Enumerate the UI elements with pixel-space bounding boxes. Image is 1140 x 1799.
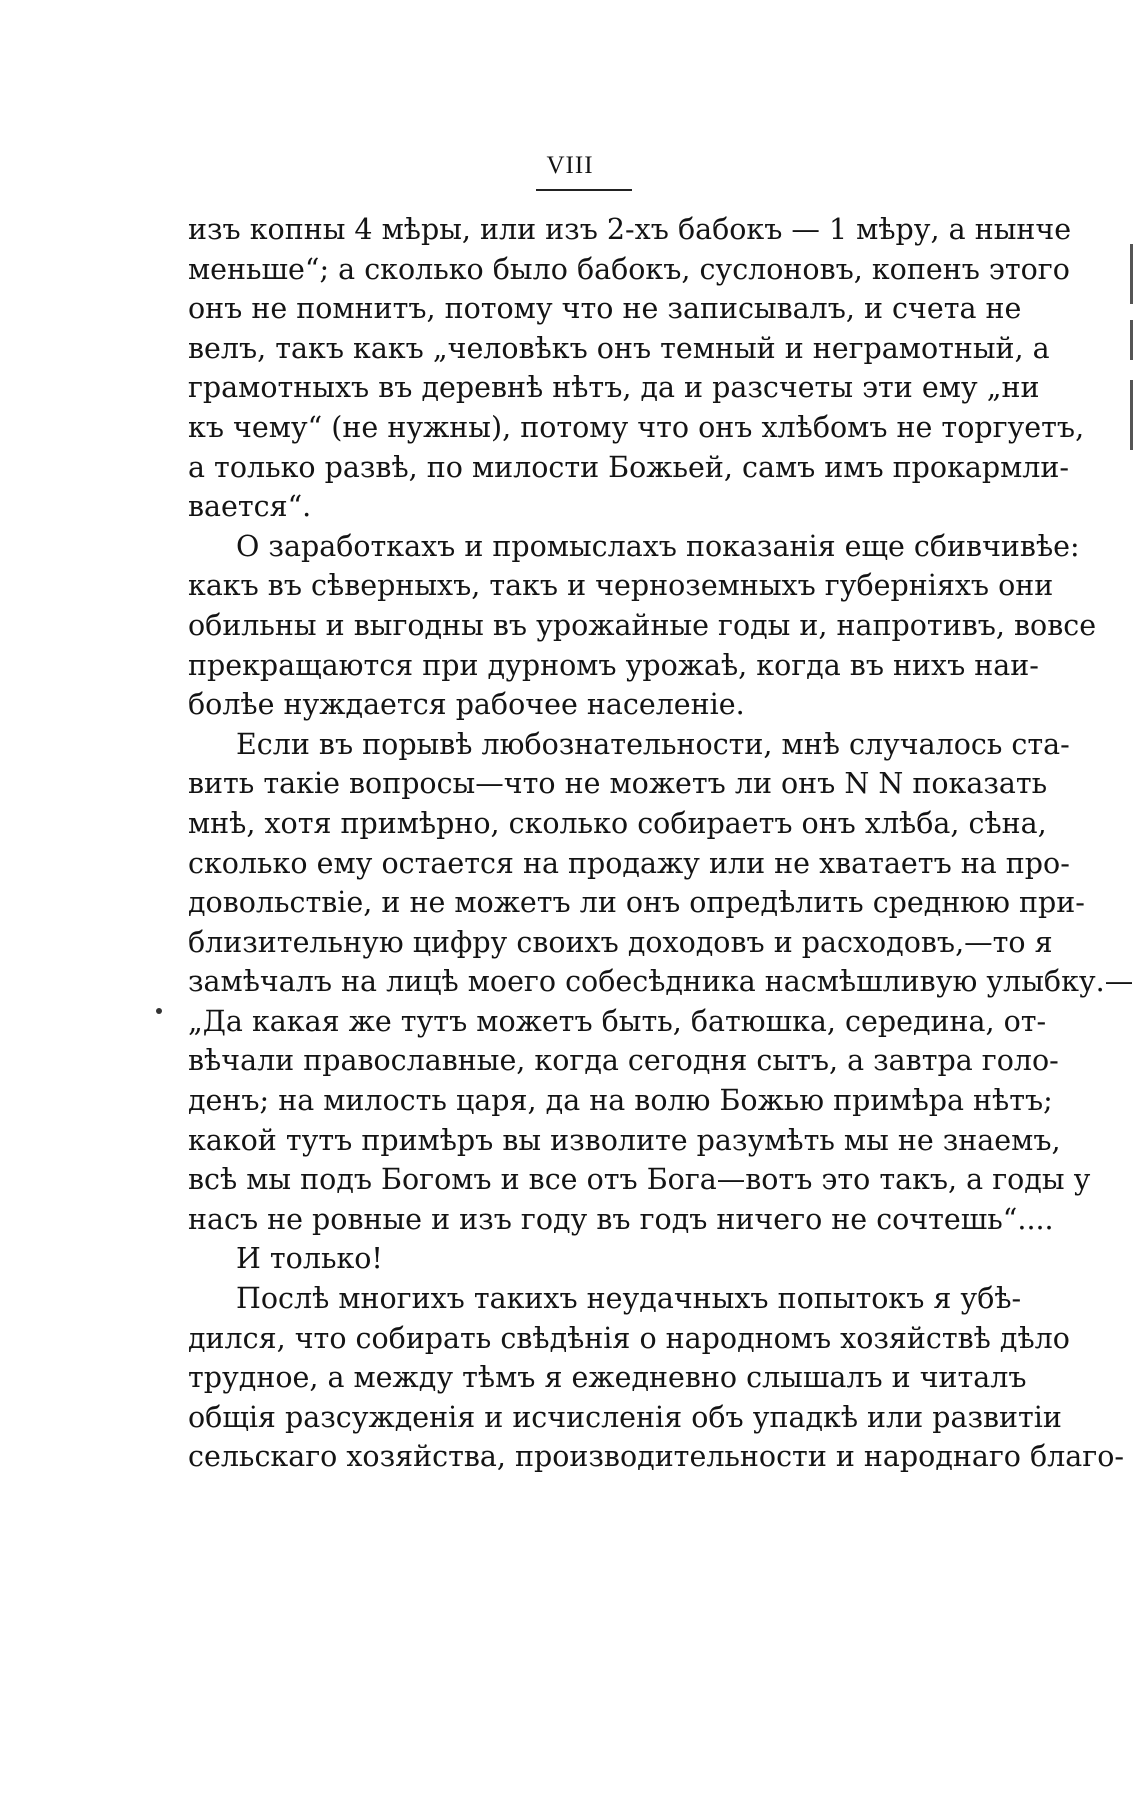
text-line: а только развѣ, по милости Божьей, самъ имъ прокармли- — [188, 450, 1070, 484]
text-line: велъ, такъ какъ „человѣкъ онъ темный и неграмотный, а — [188, 331, 1050, 365]
text-line: О заработкахъ и промыслахъ показанія еще сбивчивѣе: — [236, 529, 1080, 563]
body-text — [188, 210, 1134, 1477]
margin-ink-mark — [156, 1008, 162, 1014]
text-line: Если въ порывѣ любознательности, мнѣ случалось ста- — [236, 727, 1070, 761]
text-line: сельскаго хозяйства, производительности и народнаго благо- — [188, 1440, 1124, 1474]
text-line: „Да какая же тутъ можетъ быть, батюшка, середина, от- — [188, 1004, 1047, 1038]
margin-edge-mark — [1130, 320, 1133, 360]
text-line: прекращаются при дурномъ урожаѣ, когда въ нихъ наи- — [188, 648, 1039, 682]
text-line: замѣчалъ на лицѣ моего собесѣдника насмѣшливую улыбку.— — [188, 965, 1134, 999]
text-line: денъ; на милость царя, да на волю Божью примѣра нѣтъ; — [188, 1084, 1053, 1118]
text-line: общія разсужденія и исчисленія объ упадкѣ или развитіи — [188, 1400, 1062, 1434]
text-line: мнѣ, хотя примѣрно, сколько собираетъ онъ хлѣба, сѣна, — [188, 806, 1047, 840]
page-number: VIII — [546, 152, 594, 179]
text-line: Послѣ многихъ такихъ неудачныхъ попытокъ я убѣ- — [236, 1282, 1022, 1316]
margin-edge-mark — [1130, 380, 1133, 450]
text-line: трудное, а между тѣмъ я ежедневно слышалъ и читалъ — [188, 1361, 1027, 1395]
text-line: къ чему“ (не нужны), потому что онъ хлѣбомъ не торгуетъ, — [188, 410, 1085, 444]
text-line: онъ не помнитъ, потому что не записывалъ, и счета не — [188, 292, 1022, 326]
header-rule — [536, 189, 632, 191]
text-line: сколько ему остается на продажу или не хватаетъ на про- — [188, 846, 1070, 880]
text-line: И только! — [236, 1242, 383, 1276]
text-line: меньше“; а сколько было бабокъ, суслоновъ, копенъ этого — [188, 252, 1070, 286]
text-line: насъ не ровные и изъ году въ годъ ничего не сочтешь“.... — [188, 1202, 1054, 1236]
text-line: близительную цифру своихъ доходовъ и расходовъ,—то я — [188, 925, 1053, 959]
text-line: всѣ мы подъ Богомъ и все отъ Бога—вотъ это такъ, а годы у — [188, 1163, 1091, 1197]
text-line: какой тутъ примѣръ вы изволите разумѣть мы не знаемъ, — [188, 1123, 1061, 1157]
text-line: грамотныхъ въ деревнѣ нѣтъ, да и разсчеты эти ему „ни — [188, 371, 1040, 405]
text-line: какъ въ сѣверныхъ, такъ и черноземныхъ губерніяхъ они — [188, 569, 1054, 603]
text-line: дился, что собирать свѣдѣнія о народномъ хозяйствѣ дѣло — [188, 1321, 1070, 1355]
text-line: вѣчали православные, когда сегодня сытъ, а завтра голо- — [188, 1044, 1059, 1078]
text-line: болѣе нуждается рабочее населеніе. — [188, 688, 745, 722]
text-line: изъ копны 4 мѣры, или изъ 2-хъ бабокъ — 1 мѣру, а нынче — [188, 213, 1072, 246]
margin-edge-mark — [1130, 244, 1133, 304]
text-line: обильны и выгодны въ урожайные годы и, напротивъ, вовсе — [188, 608, 1097, 642]
text-line: довольствіе, и не можетъ ли онъ опредѣлить среднюю при- — [188, 886, 1085, 920]
text-line: вается“. — [188, 490, 312, 524]
text-line: вить такіе вопросы—что не можетъ ли онъ N N показать — [188, 767, 1048, 801]
